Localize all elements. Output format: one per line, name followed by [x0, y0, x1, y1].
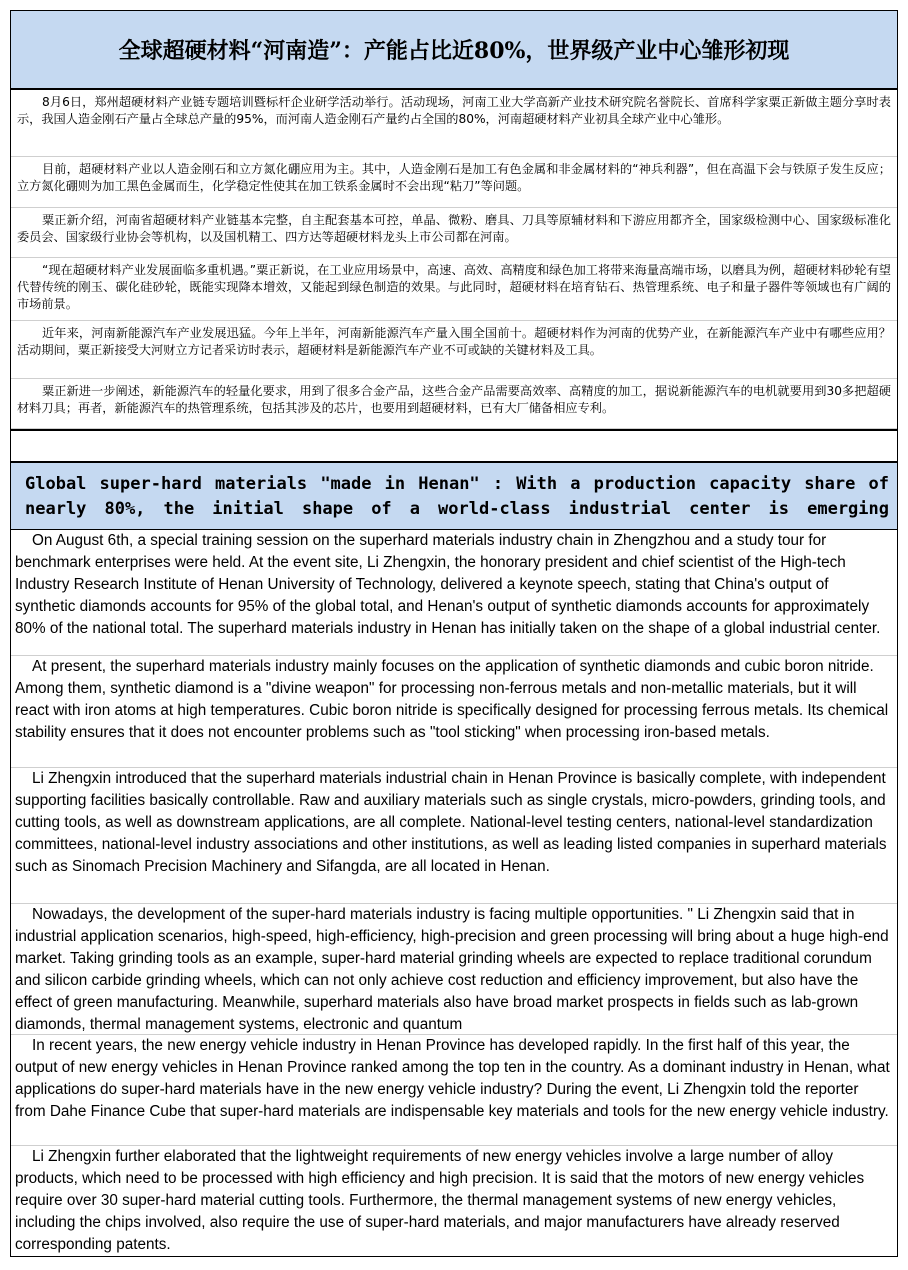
english-paragraph-1[interactable]: On August 6th, a special training session on the superhard materials industry chain in Zhengzhou and a study tour for benchmark enterprises were held. At the event site, Li Zhengxin, the honorary president and chief scientist of the High-tech Industry Research Institute of Henan University of Technology, delivered a keynote speech, stating that China's output of synthetic diamonds accounts for 95% of the global total, and Henan's output of synthetic diamonds accounts for approximately 80% of the national total. The superhard materials industry in Henan has initially taken on the shape of a global industrial center. — [11, 530, 897, 656]
english-paragraph-5[interactable]: In recent years, the new energy vehicle industry in Henan Province has developed rapidly. In the first half of this year, the output of new energy vehicles in Henan Province ranked among the top ten in the country. As a dominant industry in Henan, what applications do super-hard materials have in the new energy vehicle industry? During the event, Li Zhengxin told the reporter from Dahe Finance Cube that super-hard materials are indispensable key materials and tools for the new energy vehicle industry. — [11, 1035, 897, 1146]
english-title-cell[interactable]: Global super-hard materials "made in Henan" : With a production capacity share of nearly 80%, the initial shape of a world-class industrial center is emerging — [11, 463, 897, 530]
english-paragraph-6[interactable]: Li Zhengxin further elaborated that the lightweight requirements of new energy vehicles involve a large number of alloy products, which need to be processed with high efficiency and high precision. It is said that the motors of new energy vehicles require over 30 super-hard material cutting tools. Furthermore, the thermal management systems of new energy vehicles, including the chips involved, also require the use of super-hard materials, and major manufacturers have already reserved corresponding patents. — [15, 1148, 865, 1253]
spreadsheet-sheet — [10, 10, 898, 1257]
chinese-paragraph-3[interactable]: 粟正新介绍，河南省超硬材料产业链基本完整，自主配套基本可控，单晶、微粉、磨具、刀具等原辅材料和下游应用都齐全，国家级检测中心、国家级标准化委员会、国家级行业协会等机构，以及国机精工、四方达等超硬材料龙头上市公司都在河南。 — [11, 208, 897, 258]
chinese-paragraph-6[interactable]: 粟正新进一步阐述，新能源汽车的轻量化要求，用到了很多合金产品，这些合金产品需要高效率、高精度的加工，据说新能源汽车的电机就要用到30多把超硬材料刀具；再者，新能源汽车的热管理系统，包括其涉及的芯片，也要用到超硬材料，已有大厂储备相应专利。 — [11, 379, 897, 429]
chinese-paragraph-5[interactable]: 近年来，河南新能源汽车产业发展迅猛。今年上半年，河南新能源汽车产量入围全国前十。超硬材料作为河南的优势产业，在新能源汽车产业中有哪些应用？活动期间，粟正新接受大河财立方记者采访时表示，超硬材料是新能源汽车产业不可或缺的关键材料及工具。 — [11, 321, 897, 379]
english-paragraph-3[interactable]: Li Zhengxin introduced that the superhard materials industrial chain in Henan Province is basically complete, with independent supporting facilities basically controllable. Raw and auxiliary materials such as single crystals, micro-powders, grinding tools, and cutting tools, as well as downstream applications, are all complete. National-level testing centers, national-level standardization committees, national-level industry associations and other institutions, as well as leading listed companies in superhard materials such as Sinomach Precision Machinery and Sifangda, are all located in Henan. — [11, 768, 897, 904]
empty-separator-row[interactable] — [11, 429, 897, 463]
chinese-paragraph-2[interactable]: 目前，超硬材料产业以人造金刚石和立方氮化硼应用为主。其中，人造金刚石是加工有色金属和非金属材料的“神兵利器”，但在高温下会与铁原子发生反应；立方氮化硼则为加工黑色金属而生，化学稳定性使其在加工铁系金属时不会出现“粘刀”等问题。 — [11, 157, 897, 208]
english-paragraph-2[interactable]: At present, the superhard materials industry mainly focuses on the application of synthetic diamonds and cubic boron nitride. Among them, synthetic diamond is a "divine weapon" for processing non-ferrous metals and non-metallic materials, but it will react with iron atoms at high temperatures. Cubic boron nitride is specifically designed for processing ferrous metals. Its chemical stability ensures that it does not encounter problems such as "tool sticking" when processing iron-based metals. — [11, 656, 897, 768]
chinese-title-cell[interactable]: 全球超硬材料“河南造”：产能占比近80%，世界级产业中心雏形初现 — [11, 11, 897, 90]
chinese-paragraph-1[interactable]: 8月6日，郑州超硬材料产业链专题培训暨标杆企业研学活动举行。活动现场，河南工业大学高新产业技术研究院名誉院长、首席科学家粟正新做主题分享时表示，我国人造金刚石产量占全球总产量的95%，而河南人造金刚石产量约占全国的80%，河南超硬材料产业初具全球产业中心雏形。 — [11, 90, 897, 157]
english-paragraph-4[interactable]: Nowadays, the development of the super-hard materials industry is facing multiple opportunities. " Li Zhengxin said that in industrial application scenarios, high-speed, high-efficiency, high-precision and green processing will bring about a huge high-end market. Taking grinding tools as an example, super-hard material grinding wheels are expected to replace traditional corundum and silicon carbide grinding wheels, which can not only achieve cost reduction and efficiency improvement, but also have the effect of green manufacturing. Meanwhile, superhard materials also have broad market prospects in fields such as lab-grown diamonds, thermal management systems, electronic and quantum — [11, 904, 897, 1035]
chinese-paragraph-4[interactable]: “现在超硬材料产业发展面临多重机遇。”粟正新说，在工业应用场景中，高速、高效、高精度和绿色加工将带来海量高端市场，以磨具为例，超硬材料砂轮有望代替传统的刚玉、碳化硅砂轮，既能实现降本增效，又能起到绿色制造的效果。与此同时，超硬材料在培育钻石、热管理系统、电子和量子器件等领域也有广阔的市场前景。 — [11, 258, 897, 321]
